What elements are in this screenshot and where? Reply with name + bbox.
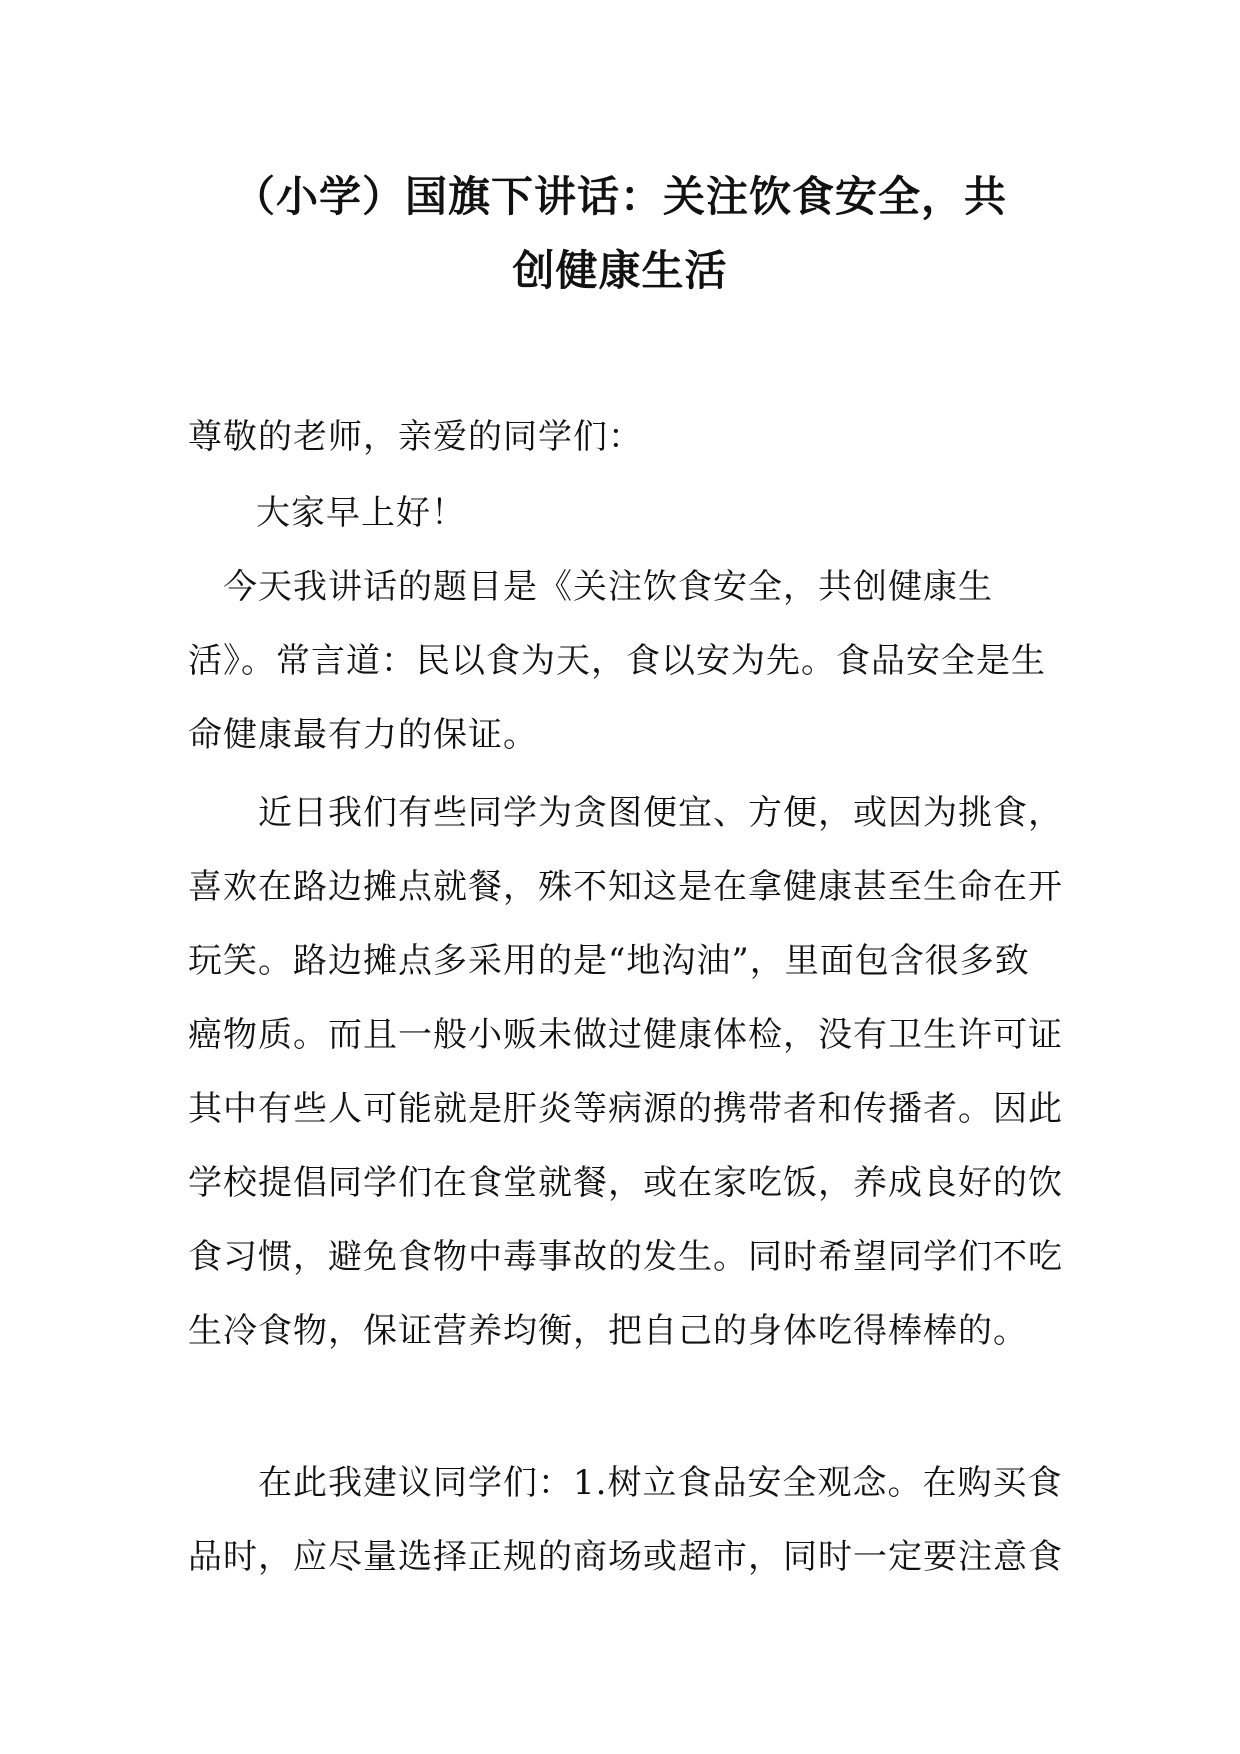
text-line: 食习惯，避免食物中毒事故的发生。同时希望同学们不吃 xyxy=(188,1237,1063,1277)
text-line: 在此我建议同学们：1.树立食品安全观念。在购买食 xyxy=(188,1463,1063,1503)
text-line: 品时，应尽量选择正规的商场或超市，同时一定要注意食 xyxy=(188,1537,1063,1577)
paragraph-topic xyxy=(188,550,1052,772)
document-title xyxy=(188,160,1052,308)
paragraph-street-food xyxy=(188,776,1063,1368)
text-line: 生冷食物，保证营养均衡，把自己的身体吃得棒棒的。 xyxy=(188,1311,1028,1351)
title-line: （小学）国旗下讲话：关注饮食安全，共 xyxy=(232,172,1007,221)
text-line: 命健康最有力的保证。 xyxy=(188,715,538,755)
paragraph-suggestions xyxy=(188,1446,1063,1594)
title-line: 创健康生活 xyxy=(512,246,728,295)
text-line: 活》。常言道：民以食为天，食以安为先。食品安全是生 xyxy=(188,641,1046,681)
text-line: 近日我们有些同学为贪图便宜、方便，或因为挑食， xyxy=(188,793,1063,833)
text-line: 喜欢在路边摊点就餐，殊不知这是在拿健康甚至生命在开 xyxy=(188,867,1063,907)
text-line: 玩笑。路边摊点多采用的是“地沟油”，里面包含很多致 xyxy=(188,941,1030,981)
text-line: 今天我讲话的题目是《关注饮食安全，共创健康生 xyxy=(188,567,993,607)
greeting: 大家早上好！ xyxy=(256,493,466,533)
salutation: 尊敬的老师，亲爱的同学们： xyxy=(188,417,643,457)
text-line: 癌物质。而且一般小贩未做过健康体检，没有卫生许可证 xyxy=(188,1015,1063,1055)
text-line: 其中有些人可能就是肝炎等病源的携带者和传播者。因此 xyxy=(188,1089,1063,1129)
text-line: 学校提倡同学们在食堂就餐，或在家吃饭，养成良好的饮 xyxy=(188,1163,1063,1203)
